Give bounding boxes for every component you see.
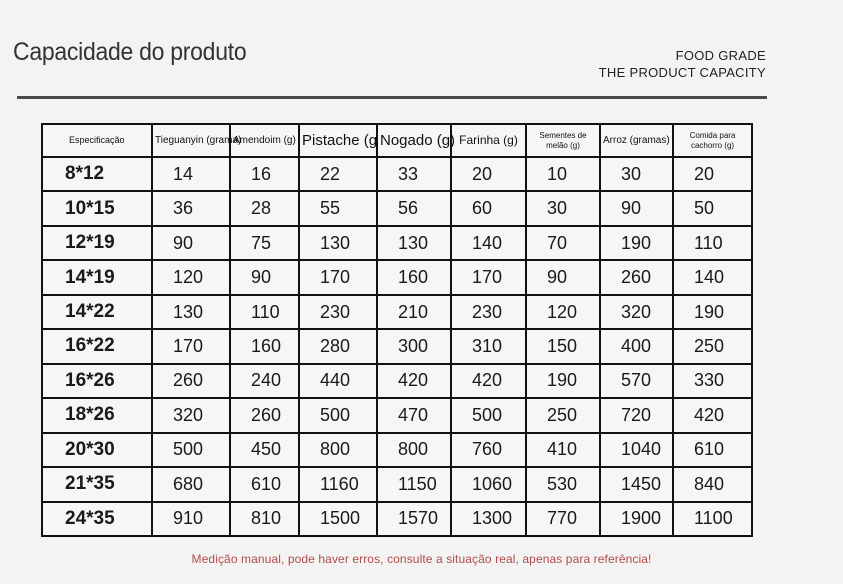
capacity-cell: 22 bbox=[299, 157, 377, 191]
table-row bbox=[42, 157, 752, 191]
capacity-cell: 130 bbox=[152, 295, 230, 329]
capacity-cell: 20 bbox=[673, 157, 752, 191]
disclaimer-note: Medição manual, pode haver erros, consulte a situação real, apenas para referência! bbox=[191, 552, 652, 566]
capacity-cell: 1450 bbox=[600, 467, 673, 501]
spec-cell: 21*35 bbox=[42, 467, 152, 501]
column-header-comida: Comida para cachorro (g) bbox=[673, 124, 752, 157]
capacity-cell: 1100 bbox=[673, 502, 752, 536]
table-row bbox=[42, 295, 752, 329]
capacity-cell: 320 bbox=[152, 398, 230, 432]
capacity-cell: 28 bbox=[230, 191, 299, 225]
capacity-cell: 760 bbox=[451, 433, 526, 467]
capacity-cell: 55 bbox=[299, 191, 377, 225]
capacity-cell: 120 bbox=[152, 260, 230, 294]
capacity-cell: 160 bbox=[230, 329, 299, 363]
capacity-cell: 120 bbox=[526, 295, 600, 329]
capacity-cell: 410 bbox=[526, 433, 600, 467]
capacity-cell: 1570 bbox=[377, 502, 451, 536]
capacity-cell: 230 bbox=[299, 295, 377, 329]
spec-cell: 10*15 bbox=[42, 191, 152, 225]
table-row bbox=[42, 398, 752, 432]
column-header-spec: Especificação bbox=[42, 124, 152, 157]
capacity-cell: 60 bbox=[451, 191, 526, 225]
table-body bbox=[42, 157, 752, 536]
capacity-cell: 470 bbox=[377, 398, 451, 432]
table-header-row bbox=[42, 124, 752, 157]
capacity-cell: 90 bbox=[526, 260, 600, 294]
capacity-cell: 720 bbox=[600, 398, 673, 432]
column-header-amendoim: Amendoim (g) bbox=[230, 124, 299, 157]
spec-cell: 16*26 bbox=[42, 364, 152, 398]
capacity-cell: 310 bbox=[451, 329, 526, 363]
spec-cell: 14*19 bbox=[42, 260, 152, 294]
capacity-cell: 190 bbox=[673, 295, 752, 329]
column-header-pistache: Pistache (g bbox=[299, 124, 377, 157]
capacity-cell: 530 bbox=[526, 467, 600, 501]
capacity-cell: 16 bbox=[230, 157, 299, 191]
spec-cell: 20*30 bbox=[42, 433, 152, 467]
table-row bbox=[42, 329, 752, 363]
column-header-tieguanyin: Tieguanyin (grama) bbox=[152, 124, 230, 157]
table-row bbox=[42, 467, 752, 501]
column-header-arroz: Arroz (gramas) bbox=[600, 124, 673, 157]
capacity-cell: 210 bbox=[377, 295, 451, 329]
capacity-cell: 320 bbox=[600, 295, 673, 329]
capacity-cell: 610 bbox=[230, 467, 299, 501]
spec-cell: 16*22 bbox=[42, 329, 152, 363]
capacity-cell: 420 bbox=[673, 398, 752, 432]
capacity-cell: 770 bbox=[526, 502, 600, 536]
column-header-nogado: Nogado (g) bbox=[377, 124, 451, 157]
capacity-cell: 56 bbox=[377, 191, 451, 225]
capacity-cell: 240 bbox=[230, 364, 299, 398]
capacity-cell: 130 bbox=[377, 226, 451, 260]
capacity-cell: 140 bbox=[673, 260, 752, 294]
tagline bbox=[599, 47, 766, 81]
capacity-cell: 170 bbox=[451, 260, 526, 294]
capacity-cell: 450 bbox=[230, 433, 299, 467]
capacity-cell: 75 bbox=[230, 226, 299, 260]
capacity-cell: 10 bbox=[526, 157, 600, 191]
capacity-cell: 260 bbox=[600, 260, 673, 294]
table-row bbox=[42, 191, 752, 225]
capacity-cell: 1300 bbox=[451, 502, 526, 536]
capacity-cell: 420 bbox=[451, 364, 526, 398]
capacity-cell: 400 bbox=[600, 329, 673, 363]
capacity-cell: 110 bbox=[673, 226, 752, 260]
capacity-table bbox=[41, 123, 753, 537]
capacity-cell: 170 bbox=[299, 260, 377, 294]
capacity-cell: 680 bbox=[152, 467, 230, 501]
capacity-cell: 130 bbox=[299, 226, 377, 260]
table-row bbox=[42, 260, 752, 294]
capacity-cell: 33 bbox=[377, 157, 451, 191]
tagline-food-grade: FOOD GRADE bbox=[675, 48, 766, 63]
spec-cell: 14*22 bbox=[42, 295, 152, 329]
table-row bbox=[42, 364, 752, 398]
capacity-cell: 800 bbox=[377, 433, 451, 467]
capacity-cell: 260 bbox=[230, 398, 299, 432]
capacity-cell: 260 bbox=[152, 364, 230, 398]
capacity-cell: 230 bbox=[451, 295, 526, 329]
capacity-cell: 36 bbox=[152, 191, 230, 225]
capacity-cell: 810 bbox=[230, 502, 299, 536]
page-title: Capacidade do produto bbox=[13, 38, 247, 66]
capacity-cell: 14 bbox=[152, 157, 230, 191]
capacity-cell: 90 bbox=[230, 260, 299, 294]
table-row bbox=[42, 226, 752, 260]
capacity-cell: 1060 bbox=[451, 467, 526, 501]
spec-cell: 8*12 bbox=[42, 157, 152, 191]
capacity-cell: 420 bbox=[377, 364, 451, 398]
table-row bbox=[42, 433, 752, 467]
table-row bbox=[42, 502, 752, 536]
capacity-cell: 190 bbox=[600, 226, 673, 260]
capacity-cell: 500 bbox=[299, 398, 377, 432]
capacity-cell: 250 bbox=[673, 329, 752, 363]
capacity-cell: 30 bbox=[526, 191, 600, 225]
capacity-cell: 90 bbox=[600, 191, 673, 225]
capacity-cell: 50 bbox=[673, 191, 752, 225]
capacity-cell: 1150 bbox=[377, 467, 451, 501]
capacity-cell: 20 bbox=[451, 157, 526, 191]
spec-cell: 24*35 bbox=[42, 502, 152, 536]
capacity-cell: 160 bbox=[377, 260, 451, 294]
capacity-cell: 300 bbox=[377, 329, 451, 363]
column-header-farinha: Farinha (g) bbox=[451, 124, 526, 157]
capacity-cell: 170 bbox=[152, 329, 230, 363]
capacity-cell: 1900 bbox=[600, 502, 673, 536]
spec-cell: 12*19 bbox=[42, 226, 152, 260]
capacity-cell: 500 bbox=[451, 398, 526, 432]
capacity-cell: 70 bbox=[526, 226, 600, 260]
column-header-sementes: Sementes de melão (g) bbox=[526, 124, 600, 157]
capacity-cell: 330 bbox=[673, 364, 752, 398]
spec-cell: 18*26 bbox=[42, 398, 152, 432]
capacity-cell: 1160 bbox=[299, 467, 377, 501]
capacity-cell: 840 bbox=[673, 467, 752, 501]
capacity-cell: 570 bbox=[600, 364, 673, 398]
header-divider bbox=[17, 96, 767, 99]
capacity-cell: 280 bbox=[299, 329, 377, 363]
capacity-cell: 800 bbox=[299, 433, 377, 467]
capacity-cell: 150 bbox=[526, 329, 600, 363]
capacity-cell: 1040 bbox=[600, 433, 673, 467]
capacity-cell: 1500 bbox=[299, 502, 377, 536]
capacity-cell: 610 bbox=[673, 433, 752, 467]
capacity-cell: 440 bbox=[299, 364, 377, 398]
capacity-cell: 140 bbox=[451, 226, 526, 260]
capacity-cell: 190 bbox=[526, 364, 600, 398]
tagline-product-capacity: THE PRODUCT CAPACITY bbox=[598, 65, 766, 80]
capacity-cell: 250 bbox=[526, 398, 600, 432]
capacity-cell: 30 bbox=[600, 157, 673, 191]
capacity-cell: 90 bbox=[152, 226, 230, 260]
capacity-cell: 500 bbox=[152, 433, 230, 467]
capacity-cell: 110 bbox=[230, 295, 299, 329]
capacity-cell: 910 bbox=[152, 502, 230, 536]
